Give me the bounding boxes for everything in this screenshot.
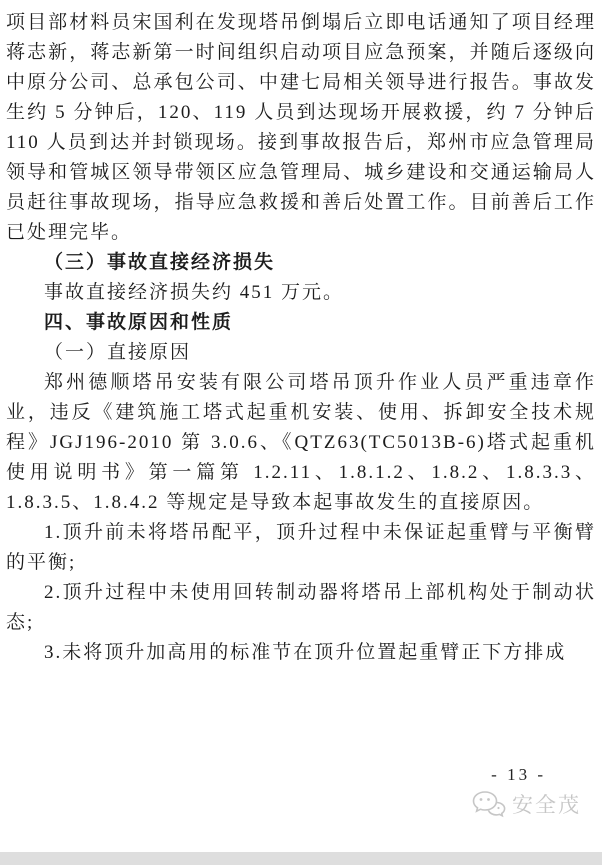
- list-item-cause-3: 3.未将顶升加高用的标准节在顶升位置起重臂正下方排成: [44, 642, 567, 663]
- report-text-block: [6, 8, 596, 668]
- paragraph-emergency-response: 项目部材料员宋国利在发现塔吊倒塌后立即电话通知了项目经理蒋志新，蒋志新第一时间组织启动项目应急预案，并随后逐级向中原分公司、总承包公司、中建七局相关领导进行报告。事故发生约 5 分钟后，120、119 人员到达现场开展救援，约 7 分钟后 110 人员到达并封锁现场。接到事故报告后，郑州市应急管理局领导和管城区领导带领区应急管理局、城乡建设和交通运输局人员赶往事故现场，指导应急救援和善后处置工作。目前善后工作已处理完毕。: [6, 12, 596, 243]
- paragraph-violation-regulations: 郑州德顺塔吊安装有限公司塔吊顶升作业人员严重违章作业，违反《建筑施工塔式起重机安装、使用、拆卸安全技术规程》JGJ196-2010 第 3.0.6、《QTZ63(TC5013B-6)塔式起重机使用说明书》第一篇第 1.2.11、1.8.1.2、1.8.2、1.8.3.3、1.8.3.5、1.8.4.2 等规定是导致本起事故发生的直接原因。: [6, 372, 596, 513]
- heading-direct-cause: （一）直接原因: [44, 342, 192, 363]
- heading-direct-economic-loss: （三）事故直接经济损失: [44, 252, 276, 273]
- paragraph-economic-loss-amount: 事故直接经济损失约 451 万元。: [44, 282, 345, 303]
- heading-section-4-cause-and-nature: 四、事故原因和性质: [44, 312, 234, 333]
- footer-divider-bar: [0, 852, 602, 865]
- list-item-cause-1: 1.顶升前未将塔吊配平，顶升过程中未保证起重臂与平衡臂的平衡;: [6, 522, 596, 573]
- speech-bubbles-logo-icon: [472, 790, 506, 818]
- watermark: [472, 789, 581, 819]
- list-item-cause-2: 2.顶升过程中未使用回转制动器将塔吊上部机构处于制动状态;: [6, 582, 596, 633]
- page-number: - 13 -: [491, 765, 546, 784]
- watermark-label: 安全茂: [512, 794, 581, 817]
